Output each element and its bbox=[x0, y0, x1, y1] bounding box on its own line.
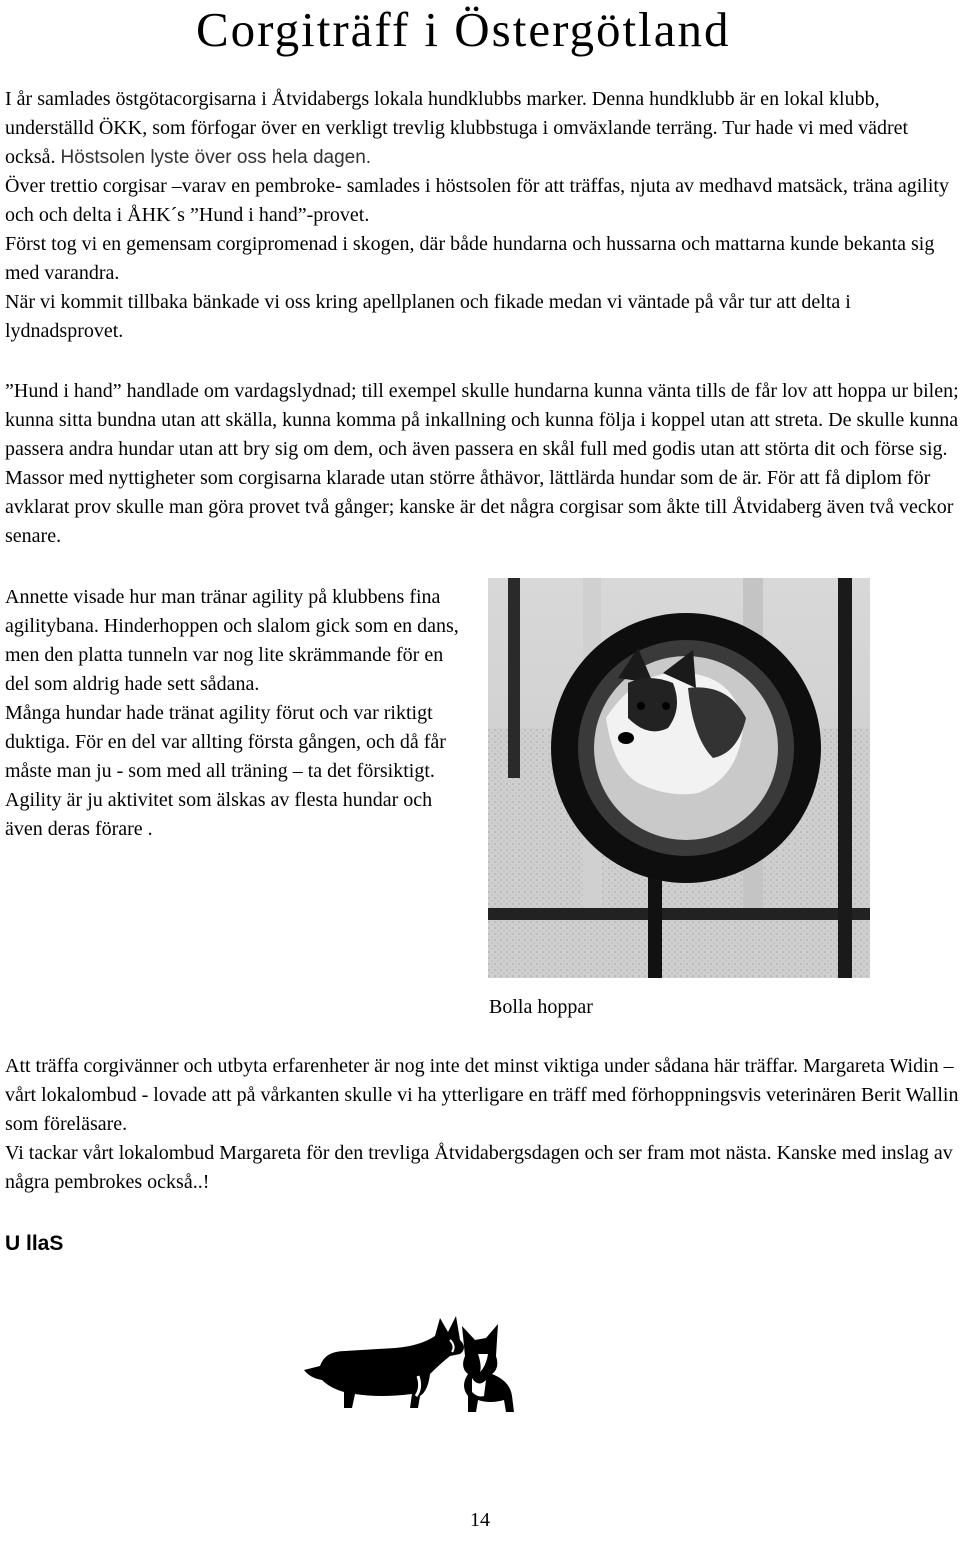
agility-paragraph-1: Annette visade hur man tränar agility på klubbens fina agilitybana. Hinderhoppen och slalom gick som en dans, men den platta tunneln var nog lite skrämmande för en del som aldrig hade sett sådana. bbox=[5, 586, 459, 695]
hund-i-hand-section bbox=[5, 377, 960, 551]
intro-section bbox=[5, 85, 960, 346]
intro-paragraph-1 bbox=[5, 85, 960, 172]
agility-paragraph-2: Många hundar hade tränat agility förut och var riktigt duktiga. För en del var allting första gången, och då får måste man ju - som med all träning – ta det försiktigt. Agility är ju aktivitet som älskas av flesta hundar och även deras förare . bbox=[5, 702, 446, 840]
intro-text: I år samlades östgötacorgisarna i Åtvidabergs lokala hundklubbs marker. Denna hundklubb är en lokal klubb, underställd ÖKK, som förfogar över en verkligt trevlig klubbstuga i omväxlande terräng. Tur hade vi med vädret också. bbox=[5, 88, 909, 168]
author-signature: U llaS bbox=[5, 1232, 64, 1255]
intro-sunshine-sentence: Höstsolen lyste över oss hela dagen. bbox=[60, 147, 372, 168]
closing-paragraph-2: Vi tackar vårt lokalombud Margareta för den trevliga Åtvidabergsdagen och ser fram mot nästa. Kanske med inslag av några pembrokes också..! bbox=[5, 1142, 953, 1193]
intro-paragraph-4: När vi kommit tillbaka bänkade vi oss kring apellplanen och fikade medan vi väntade på vår tur att delta i lydnadsprovet. bbox=[5, 291, 851, 342]
closing-paragraph-1: Att träffa corgivänner och utbyta erfarenheter är nog inte det minst viktiga under sådana här träffar. Margareta Widin –vårt lokalombud - lovade att på vårkanten skulle vi ha ytterligare en träff med förhoppningsvis veterinären Berit Wallin som föreläsare. bbox=[5, 1055, 959, 1135]
photo-caption: Bolla hoppar bbox=[489, 996, 593, 1018]
agility-tire-photo bbox=[488, 578, 870, 978]
intro-paragraph-3: Först tog vi en gemensam corgipromenad i skogen, där både hundarna och hussarna och mattarna kunde bekanta sig med varandra. bbox=[5, 233, 935, 284]
page-title: Corgiträff i Östergötland bbox=[196, 2, 731, 57]
hund-i-hand-paragraph: ”Hund i hand” handlade om vardagslydnad; till exempel skulle hundarna kunna vänta tills de får lov att hoppa ur bilen; kunna sitta bundna utan att skälla, kunna komma på inkallning och kunna följa i koppel utan att streta. De skulle kunna passera andra hundar utan att bry sig om dem, och även passera en skål full med godis utan att störta dit och förse sig. Massor med nyttigheter som corgisarna klarade utan större åthävor, lättlärda hundar som de är. För att få diplom för avklarat prov skulle man göra provet två gånger; kanske är det några corgisar som åkte till Åtvidaberg även två veckor senare. bbox=[5, 380, 959, 547]
page-number: 14 bbox=[470, 1509, 490, 1531]
corgi-silhouettes-illustration bbox=[300, 1296, 520, 1442]
closing-section bbox=[5, 1052, 960, 1197]
intro-paragraph-2: Över trettio corgisar –varav en pembroke- samlades i höstsolen för att träffas, njuta av medhavd matsäck, träna agility och och delta i ÅHK´s ”Hund i hand”-provet. bbox=[5, 175, 949, 226]
agility-section bbox=[5, 583, 460, 844]
